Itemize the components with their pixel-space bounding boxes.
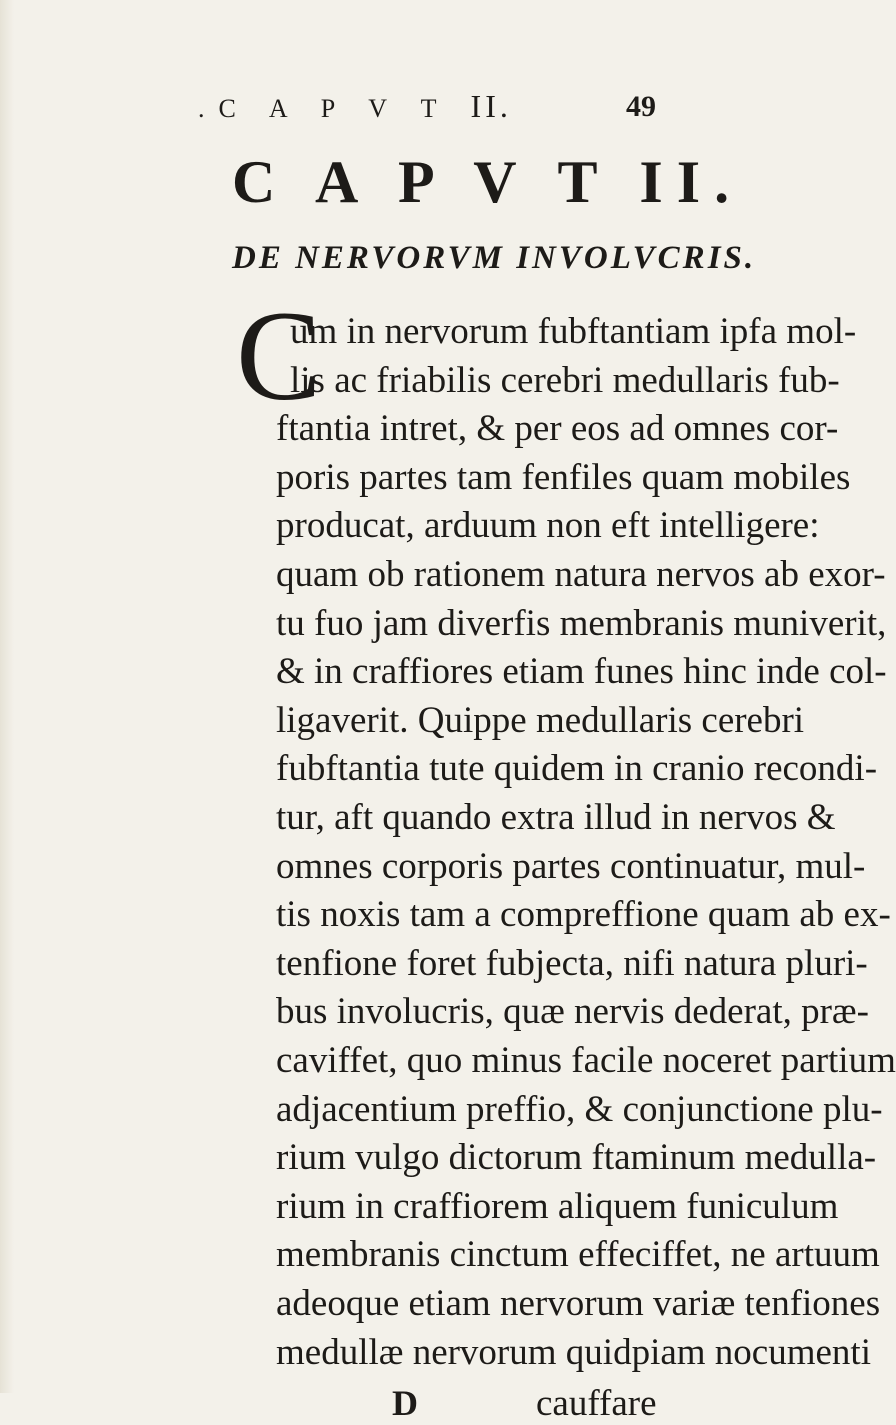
text-line: lis ac friabilis cerebri medullaris fub- [290, 360, 840, 401]
text-line: omnes corporis partes continuatur, mul- [276, 846, 866, 887]
text-line: um in nervorum fubftantiam ipfa mol- [290, 311, 857, 352]
page-edge [0, 0, 14, 1393]
running-head [170, 88, 690, 128]
text-line: rium in craffiorem aliquem funiculum [276, 1186, 839, 1227]
text-line: tenfione foret fubjecta, nifi natura pluri- [276, 943, 868, 984]
running-head-text: .C A P V T [198, 94, 451, 123]
signature-mark: D [392, 1383, 418, 1423]
chapter-title: C A P V T II. [232, 149, 744, 215]
text-line: caviffet, quo minus facile noceret partium [276, 1040, 896, 1081]
drop-cap: C [236, 285, 322, 427]
text-line: adjacentium preffio, & conjunctione plu- [276, 1089, 883, 1130]
running-head-roman: II. [470, 88, 512, 124]
text-line: rium vulgo dictorum ftaminum medulla- [276, 1137, 877, 1178]
text-line: fubftantia tute quidem in cranio recondi- [276, 748, 878, 789]
text-line: tis noxis tam a compreffione quam ab ex- [276, 894, 891, 935]
text-line: medullæ nervorum quidpiam nocumenti [276, 1332, 871, 1373]
text-line: tur, aft quando extra illud in nervos & [276, 797, 836, 838]
text-line: bus involucris, quæ nervis dederat, præ- [276, 991, 869, 1032]
running-head-title [198, 88, 512, 125]
text-line: poris partes tam fenfiles quam mobiles [276, 457, 851, 498]
text-line: membranis cinctum effeciffet, ne artuum [276, 1234, 880, 1275]
text-line: ligaverit. Quippe medullaris cerebri [276, 700, 805, 741]
text-line: & in craffiores etiam funes hinc inde col- [276, 651, 887, 692]
text-line: tu fuo jam diverfis membranis muniverit, [276, 603, 887, 644]
catchword: cauffare [536, 1383, 657, 1424]
text-line: producat, arduum non eft intelligere: [276, 505, 820, 546]
text-line: quam ob rationem natura nervos ab exor- [276, 554, 886, 595]
text-line: ftantia intret, & per eos ad omnes cor- [276, 408, 839, 449]
text-line: adeoque etiam nervorum variæ tenfiones [276, 1283, 881, 1324]
page-number: 49 [626, 90, 656, 123]
chapter-subtitle: DE NERVORVM INVOLVCRIS. [232, 240, 757, 276]
